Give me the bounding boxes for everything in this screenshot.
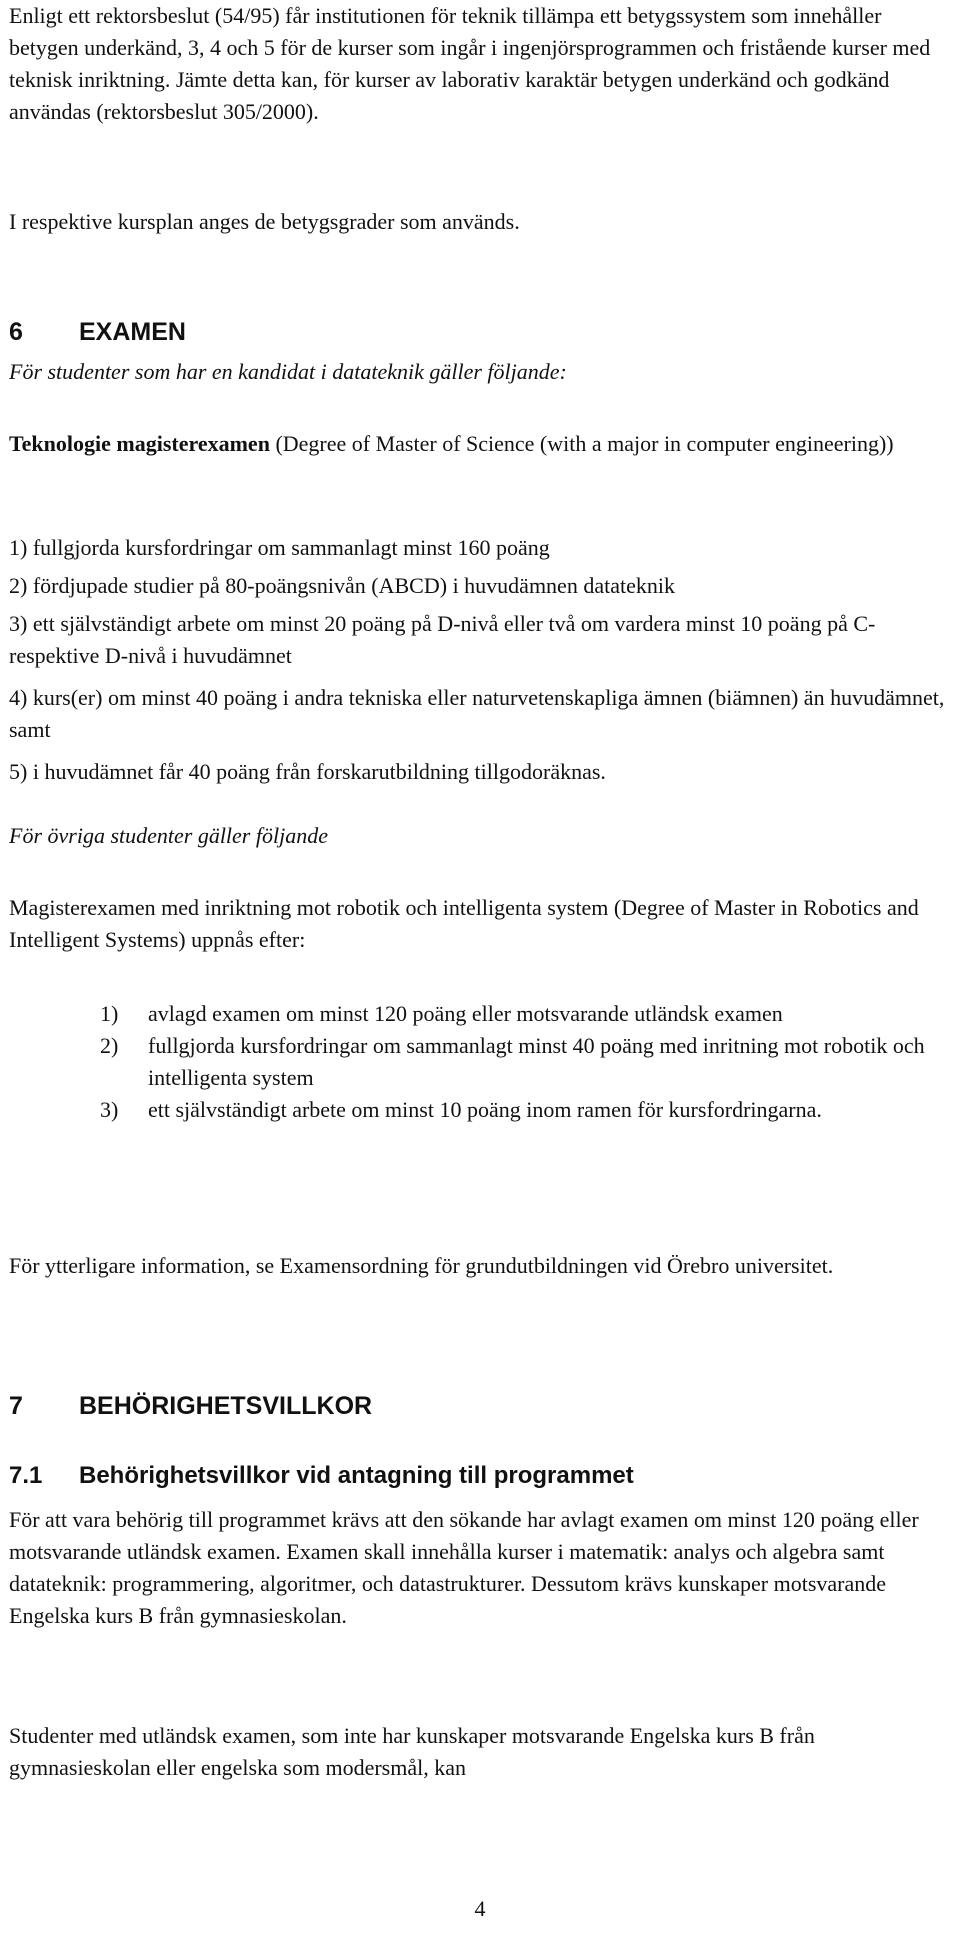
section-7-heading — [9, 1390, 372, 1422]
requirement-item: 5) i huvudämnet får 40 poäng från forskarutbildning tillgodoräknas. — [9, 759, 606, 784]
section-6-title: EXAMEN — [79, 318, 186, 346]
section-7-title: BEHÖRIGHETSVILLKOR — [79, 1392, 373, 1420]
section-6-number: 6 — [9, 318, 23, 346]
section-7-number: 7 — [9, 1392, 23, 1420]
section-7-1-title: Behörighetsvillkor vid antagning till programmet — [79, 1462, 634, 1489]
eligibility-paragraph: För att vara behörig till programmet krävs att den sökande har avlagt examen om minst 120 poäng eller motsvarande utländsk examen. Examen skall innehålla kurser i matematik: analys och algebra samt datateknik: programmering, algoritmer, och datastrukturer. Dessutom krävs kunskaper motsvarande Engelska kurs B från gymnasieskolan. — [9, 1507, 919, 1628]
other-students-intro: För övriga studenter gäller följande — [9, 823, 328, 848]
more-info-paragraph: För ytterligare information, se Examensordning för grundutbildningen vid Örebro universitet. — [9, 1253, 834, 1278]
page-number: 4 — [474, 1896, 486, 1921]
requirement-item: 3) ett självständigt arbete om minst 20 poäng på D-nivå eller två om vardera minst 10 poäng på C- respektive D-nivå i huvudämnet — [9, 611, 876, 668]
requirement-item: 1) fullgjorda kursfordringar om sammanlagt minst 160 poäng — [9, 535, 550, 560]
list-item: 1) avlagd examen om minst 120 poäng eller motsvarande utländsk examen — [100, 1001, 783, 1026]
intro-paragraph-grading: Enligt ett rektorsbeslut (54/95) får institutionen för teknik tillämpa ett betygssystem som innehåller betygen underkänd, 3, 4 och 5 för de kurser som ingår i ingenjörsprogrammen och fristående kurser med teknisk inriktning. Jämte detta kan, för kurser av laborativ karaktär betygen underkänd och godkänd användas (rektorsbeslut 305/2000). — [9, 3, 931, 124]
requirement-item: 2) fördjupade studier på 80-poängsnivån (ABCD) i huvudämnen datateknik — [9, 573, 675, 598]
robotics-intro: Magisterexamen med inriktning mot robotik och intelligenta system (Degree of Master in Robotics and Intelligent Systems) uppnås efter: — [9, 895, 919, 952]
degree-paragraph — [9, 428, 954, 460]
intro-paragraph-course-plan: I respektive kursplan anges de betygsgrader som används. — [9, 209, 520, 234]
robotics-requirements-list — [100, 998, 950, 1126]
section-6-heading — [9, 316, 186, 348]
list-item: 3) ett självständigt arbete om minst 10 poäng inom ramen för kursfordringarna. — [100, 1097, 822, 1122]
section-7-1-heading — [9, 1460, 634, 1492]
degree-name: Teknologie magisterexamen — [9, 431, 270, 456]
requirement-item: 4) kurs(er) om minst 40 poäng i andra tekniska eller naturvetenskapliga ämnen (biämnen) än huvudämnet, samt — [9, 685, 945, 742]
section-6-intro: För studenter som har en kandidat i datateknik gäller följande: — [9, 359, 567, 384]
section-7-1-number: 7.1 — [9, 1462, 43, 1489]
list-item: 2) fullgjorda kursfordringar om sammanlagt minst 40 poäng med inritning mot robotik och intelligenta system — [100, 1033, 925, 1090]
foreign-degree-paragraph: Studenter med utländsk examen, som inte har kunskaper motsvarande Engelska kurs B från gymnasieskolan eller engelska som modersmål, kan — [9, 1723, 815, 1780]
degree-description: (Degree of Master of Science (with a major in computer engineering)) — [269, 431, 894, 456]
